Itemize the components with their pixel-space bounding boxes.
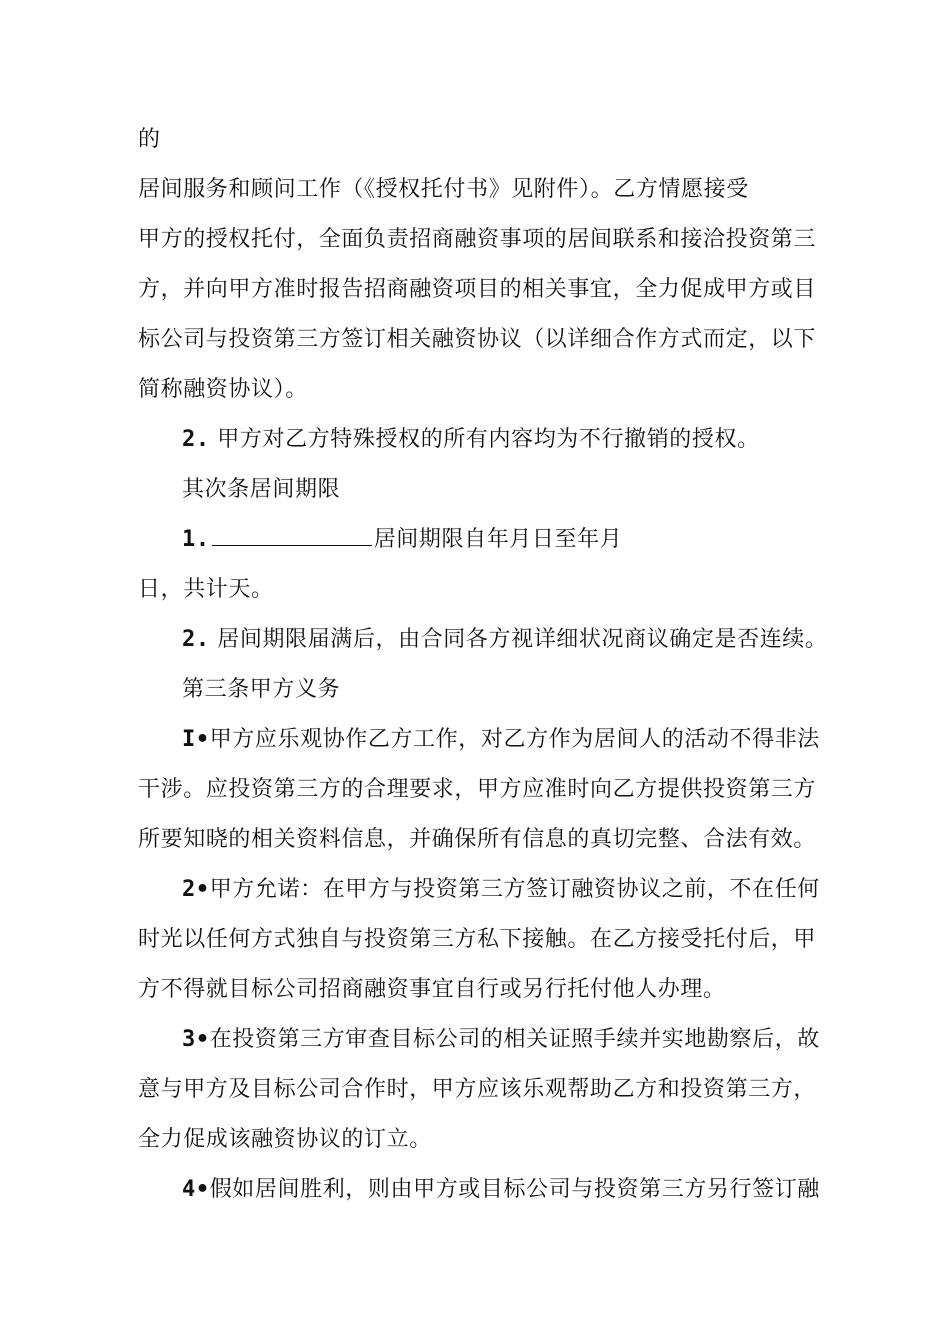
line-text: 居间期限届满后，由合同各方视详细状况商议确定是否连续。 xyxy=(217,627,828,652)
list-number: 2• xyxy=(182,877,210,902)
text-line-16 xyxy=(182,875,820,905)
text-line-3 xyxy=(138,225,816,255)
text-line-6 xyxy=(138,375,308,405)
list-number: 1. xyxy=(182,527,210,552)
list-number: 2. xyxy=(182,627,210,652)
line-text: 意与甲方及目标公司合作时，甲方应该乐观帮助乙方和投资第三方， xyxy=(138,1077,817,1102)
text-line-21 xyxy=(138,1125,432,1155)
line-text: 第三条甲方义务 xyxy=(182,677,341,702)
text-line-11 xyxy=(182,625,828,655)
text-line-4 xyxy=(138,275,816,305)
list-number: 3• xyxy=(182,1027,210,1052)
text-line-20 xyxy=(138,1075,816,1105)
line-text: 甲方的授权托付，全面负责招商融资事项的居间联系和接洽投资第三 xyxy=(138,227,817,252)
line-text: 甲方允诺：在甲方与投资第三方签订融资协议之前，不在任何 xyxy=(209,877,820,902)
text-line-5 xyxy=(138,325,816,355)
section-heading-2 xyxy=(182,475,340,505)
line-text: 其次条居间期限 xyxy=(182,477,341,502)
text-line-7 xyxy=(182,425,760,455)
text-line-1 xyxy=(138,125,161,155)
line-text: 简称融资协议）。 xyxy=(138,377,308,402)
text-line-19 xyxy=(182,1025,820,1055)
fill-in-blank xyxy=(212,525,372,546)
text-line-17 xyxy=(138,925,816,955)
line-text: 居间期限自年月日至年月 xyxy=(373,527,623,552)
list-number: 2. xyxy=(182,427,210,452)
line-text: 干涉。应投资第三方的合理要求，甲方应准时向乙方提供投资第三方 xyxy=(138,777,817,802)
text-line-22 xyxy=(182,1175,820,1205)
text-line-2 xyxy=(138,175,749,205)
line-text: 在投资第三方审查目标公司的相关证照手续并实地勘察后，故 xyxy=(209,1027,820,1052)
line-text: 全力促成该融资协议的订立。 xyxy=(138,1127,432,1152)
line-text: 时光以任何方式独自与投资第三方私下接触。在乙方接受托付后，甲 xyxy=(138,927,817,952)
line-text: 日，共计天。 xyxy=(138,577,274,602)
line-text: 所要知晓的相关资料信息，并确保所有信息的真切完整、合法有效。 xyxy=(138,827,817,852)
line-text: 假如居间胜利，则由甲方或目标公司与投资第三方另行签订融 xyxy=(209,1177,820,1202)
text-line-14 xyxy=(138,775,816,805)
line-text: 的 xyxy=(138,127,161,152)
list-number: I• xyxy=(182,727,210,752)
text-line-10 xyxy=(138,575,274,605)
text-line-18 xyxy=(138,975,726,1005)
text-line-15 xyxy=(138,825,816,855)
line-text: 甲方应乐观协作乙方工作，对乙方作为居间人的活动不得非法 xyxy=(209,727,820,752)
line-text: 方，并向甲方准时报告招商融资项目的相关事宜，全力促成甲方或目 xyxy=(138,277,817,302)
text-line-9 xyxy=(182,525,622,555)
text-line-13 xyxy=(182,725,820,755)
line-text: 居间服务和顾问工作（《授权托付书》见附件）。乙方情愿接受 xyxy=(138,177,749,202)
list-number: 4• xyxy=(182,1177,210,1202)
section-heading-3 xyxy=(182,675,340,705)
line-text: 方不得就目标公司招商融资事宜自行或另行托付他人办理。 xyxy=(138,977,726,1002)
line-text: 甲方对乙方特殊授权的所有内容均为不行撤销的授权。 xyxy=(217,427,760,452)
line-text: 标公司与投资第三方签订相关融资协议（以详细合作方式而定，以下 xyxy=(138,327,817,352)
